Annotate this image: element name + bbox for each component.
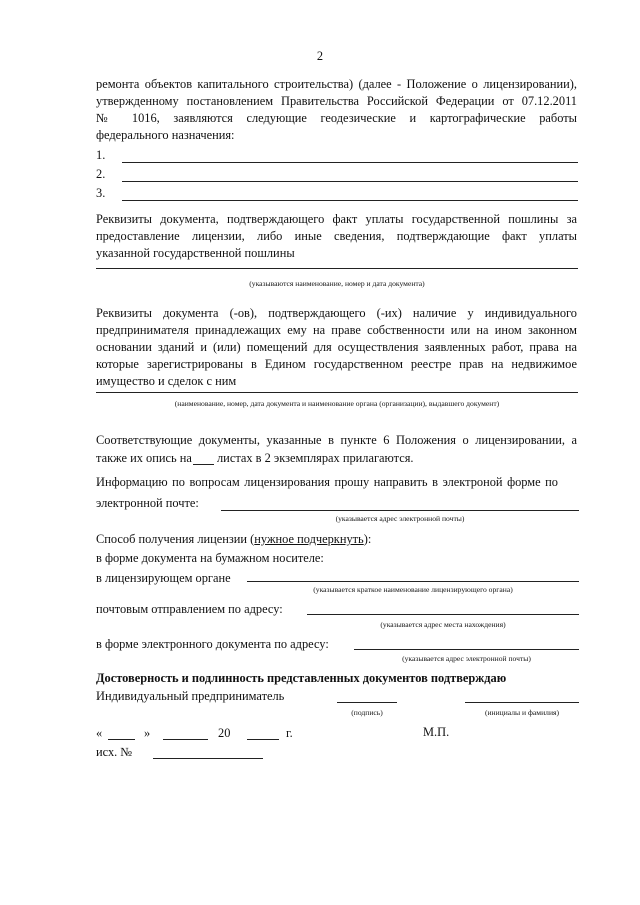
post-address-caption: (указывается адрес места нахождения) [380, 620, 506, 629]
year-prefix: 20 [218, 726, 231, 740]
attachments-prefix: также их опись на [96, 451, 192, 465]
day-blank[interactable] [108, 739, 135, 740]
intro-line-1: ремонта объектов капитального строительства) (далее - Положение о лицензировании), [96, 77, 577, 91]
property-line-2: предпринимателя принадлежащих ему на праве собственности или на ином законном [96, 323, 577, 337]
signature-blank-line[interactable] [337, 702, 397, 703]
signer-label: Индивидуальный предприниматель [96, 689, 285, 703]
property-caption: (наименование, номер, дата документа и наименование органа (организации), выдавшего документ) [174, 399, 500, 408]
date-close-quote: » [144, 726, 151, 740]
outgoing-number-blank[interactable] [153, 758, 263, 759]
electronic-address-caption: (указывается адрес электронной почты) [402, 654, 531, 663]
attachments-suffix: листах в 2 экземплярах прилагаются. [217, 451, 414, 465]
property-line-1: Реквизиты документа (-ов), подтверждающего (-их) наличие у индивидуального [96, 306, 577, 320]
year-blank[interactable] [247, 739, 279, 740]
underlined-hint: нужное подчеркнуть [254, 532, 364, 546]
month-blank[interactable] [163, 739, 208, 740]
list-item-blank-line[interactable] [122, 162, 578, 163]
authority-blank-line[interactable] [247, 581, 579, 582]
receipt-title: Способ получения лицензии (нужное подчеркнуть): [96, 532, 372, 546]
outgoing-label: исх. № [96, 745, 133, 759]
list-item-blank-line[interactable] [122, 200, 578, 201]
initials-blank-line[interactable] [465, 702, 579, 703]
confirmation-heading: Достоверность и подлинность представленных документов подтверждаю [96, 671, 507, 685]
intro-line-2: утвержденному постановлением Правительства Российской Федерации от 07.12.2011 [96, 94, 577, 108]
list-item-number: 1. [96, 148, 106, 162]
state-fee-line-3: указанной государственной пошлины [96, 246, 295, 260]
property-line-4: которые зарегистрированы в Едином государственном реестре прав на недвижимое [96, 357, 577, 371]
initials-caption: (инициалы и фамилия) [484, 708, 560, 717]
intro-line-3: № 1016, заявляются следующие геодезические и картографические работы [96, 111, 577, 125]
electronic-address-blank-line[interactable] [354, 649, 579, 650]
signature-caption: (подпись) [351, 708, 383, 717]
email-info-line-1: Информацию по вопросам лицензирования прошу направить в электроной форме по [96, 475, 558, 489]
state-fee-line-2: предоставление лицензии, либо иные сведения, подтверждающие факт уплаты [96, 229, 577, 243]
property-line-5: имущество и сделок с ним [96, 374, 237, 388]
post-address-blank-line[interactable] [307, 614, 579, 615]
page-number: 2 [316, 49, 324, 63]
email-blank-line[interactable] [221, 510, 579, 511]
list-item-blank-line[interactable] [122, 181, 578, 182]
sheets-count-blank[interactable] [193, 464, 214, 465]
email-caption: (указывается адрес электронной почты) [335, 514, 465, 523]
authority-caption: (указывается краткое наименование лицензирующего органа) [313, 585, 513, 594]
receipt-paper-form[interactable]: в форме документа на бумажном носителе: [96, 551, 324, 565]
attachments-line-1: Соответствующие документы, указанные в пункте 6 Положения о лицензировании, а [96, 433, 577, 447]
receipt-by-post[interactable]: почтовым отправлением по адресу: [96, 602, 283, 616]
state-fee-line-1: Реквизиты документа, подтверждающего факт уплаты государственной пошлины за [96, 212, 577, 226]
date-open-quote: « [96, 726, 103, 740]
year-suffix: г. [286, 726, 293, 740]
property-blank-line[interactable] [96, 392, 578, 393]
receipt-in-authority[interactable]: в лицензирующем органе [96, 571, 231, 585]
receipt-electronic[interactable]: в форме электронного документа по адресу: [96, 637, 329, 651]
state-fee-caption: (указываются наименование, номер и дата документа) [249, 279, 425, 288]
email-info-line-2: электронной почте: [96, 496, 199, 510]
list-item-number: 3. [96, 186, 106, 200]
property-line-3: основании зданий и (или) помещений для осуществления заявленных работ, права на [96, 340, 577, 354]
intro-line-4: федерального назначения: [96, 128, 235, 142]
list-item-number: 2. [96, 167, 106, 181]
stamp-place: М.П. [423, 725, 450, 739]
state-fee-blank-line[interactable] [96, 268, 578, 269]
